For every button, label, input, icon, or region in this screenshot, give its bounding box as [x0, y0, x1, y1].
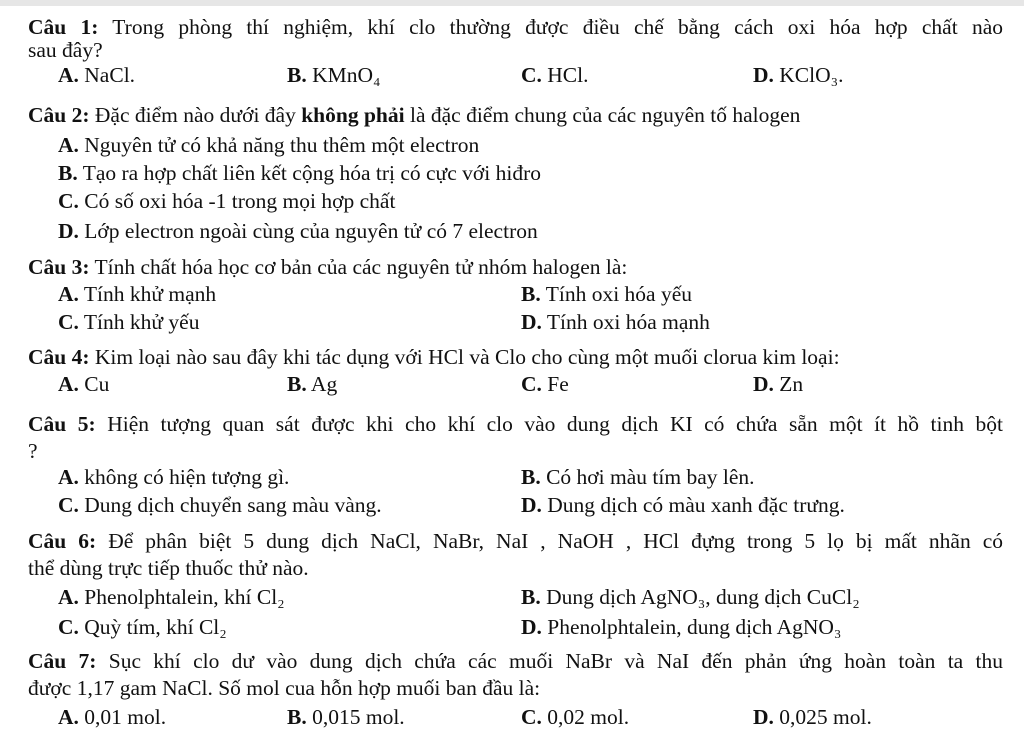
option-letter: A.	[58, 133, 79, 157]
question-text: Trong phòng thí nghiệm, khí clo thường được điều chế bằng cách oxi hóa hợp chất nào	[112, 15, 1003, 39]
question-label: Câu 2:	[28, 103, 90, 127]
option-letter: D.	[753, 705, 774, 729]
text: Tính khử yếu	[83, 310, 200, 334]
text: Dung dịch có màu xanh đặc trưng.	[547, 493, 845, 517]
question-label: Câu 1:	[28, 15, 99, 39]
text: Lớp electron ngoài cùng của nguyên tử có 7 electron	[84, 219, 538, 243]
text: Dung dịch chuyển sang màu vàng.	[84, 493, 382, 517]
text: HCl.	[547, 63, 589, 87]
option-b	[287, 371, 337, 397]
text: Để phân biệt 5 dung dịch NaCl, NaBr, NaI , NaOH , HCl đựng trong 5 lọ bị mất nhãn có	[108, 529, 1004, 553]
text: Fe	[547, 372, 569, 396]
option-d	[58, 218, 538, 244]
text: Nguyên tử có khả năng thu thêm một electron	[84, 133, 480, 157]
text: Tạo ra hợp chất liên kết cộng hóa trị có cực với hiđro	[82, 161, 541, 185]
option-d	[521, 614, 841, 640]
option-letter: C.	[521, 705, 542, 729]
option-letter: C.	[58, 310, 79, 334]
text: 0,01 mol.	[84, 705, 167, 729]
question-1-line-1	[28, 14, 1003, 40]
option-b	[521, 281, 692, 307]
option-c	[58, 614, 227, 640]
option-letter: A.	[58, 372, 79, 396]
option-letter: D.	[521, 493, 542, 517]
option-letter: D.	[58, 219, 79, 243]
question-7-line-1	[28, 648, 1003, 674]
option-a	[58, 584, 285, 610]
text: KClO₃.	[779, 63, 844, 87]
option-c	[521, 62, 589, 88]
option-d	[753, 371, 803, 397]
option-letter: A.	[58, 282, 79, 306]
option-c	[58, 188, 395, 214]
text: Cu	[84, 372, 110, 396]
text: Tính oxi hóa yếu	[545, 282, 693, 306]
option-letter: C.	[58, 189, 79, 213]
question-3	[28, 254, 627, 280]
question-label: Câu 6:	[28, 529, 97, 553]
question-5-line-1	[28, 411, 1003, 437]
question-5-line-2: ?	[28, 439, 38, 463]
option-letter: D.	[521, 615, 542, 639]
text: Tính khử mạnh	[83, 282, 217, 306]
option-letter: D.	[753, 372, 774, 396]
question-label: Câu 4:	[28, 345, 90, 369]
option-letter: D.	[521, 310, 542, 334]
option-b	[521, 584, 860, 610]
option-letter: A.	[58, 585, 79, 609]
option-b	[287, 62, 381, 88]
option-d	[753, 704, 872, 730]
question-4	[28, 344, 840, 370]
option-b	[287, 704, 405, 730]
option-letter: B.	[287, 63, 307, 87]
option-letter: D.	[753, 63, 774, 87]
option-c	[521, 704, 629, 730]
option-d	[521, 309, 710, 335]
text: Hiện tượng quan sát được khi cho khí clo vào dung dịch KI có chứa sẵn một ít hồ tinh bột	[107, 412, 1003, 436]
text: 0,02 mol.	[547, 705, 630, 729]
text: Dung dịch AgNO₃, dung dịch CuCl₂	[546, 585, 860, 609]
option-letter: B.	[58, 161, 78, 185]
question-2	[28, 102, 800, 128]
option-a	[58, 704, 166, 730]
option-letter: C.	[521, 372, 542, 396]
option-b	[521, 464, 755, 490]
text: không có hiện tượng gì.	[84, 465, 290, 489]
option-c	[58, 492, 382, 518]
text: Tính oxi hóa mạnh	[546, 310, 710, 334]
text: không phải	[301, 103, 405, 127]
text: Phenolphtalein, khí Cl₂	[84, 585, 285, 609]
option-letter: A.	[58, 705, 79, 729]
question-label: Câu 7:	[28, 649, 97, 673]
option-a	[58, 281, 216, 307]
question-6-line-2: thể dùng trực tiếp thuốc thử nào.	[28, 556, 309, 580]
option-letter: C.	[521, 63, 542, 87]
option-a	[58, 371, 109, 397]
question-label: Câu 3:	[28, 255, 90, 279]
page-top-edge	[0, 0, 1024, 6]
text: Kim loại nào sau đây khi tác dụng với HCl và Clo cho cùng một muối clorua kim loại:	[94, 345, 840, 369]
question-label: Câu 5:	[28, 412, 96, 436]
option-letter: B.	[287, 705, 307, 729]
option-a	[58, 62, 135, 88]
text: Quỳ tím, khí Cl₂	[84, 615, 227, 639]
option-letter: A.	[58, 63, 79, 87]
question-7-line-2: được 1,17 gam NaCl. Số mol cua hỗn hợp muối ban đầu là:	[28, 676, 541, 700]
option-c	[521, 371, 569, 397]
option-c	[58, 309, 199, 335]
option-letter: A.	[58, 465, 79, 489]
text: Có số oxi hóa -1 trong mọi hợp chất	[84, 189, 396, 213]
text: Đặc điểm nào dưới đây	[94, 103, 296, 127]
option-letter: B.	[521, 465, 541, 489]
text: là đặc điểm chung của các nguyên tố halogen	[409, 103, 801, 127]
text: Tính chất hóa học cơ bản của các nguyên tử nhóm halogen là:	[94, 255, 628, 279]
text: Phenolphtalein, dung dịch AgNO₃	[547, 615, 842, 639]
option-letter: B.	[521, 585, 541, 609]
option-b	[58, 160, 541, 186]
text: Zn	[779, 372, 804, 396]
text: 0,025 mol.	[779, 705, 872, 729]
option-letter: C.	[58, 493, 79, 517]
question-6-line-1	[28, 528, 1003, 554]
option-d	[521, 492, 845, 518]
text: Sục khí clo dư vào dung dịch chứa các muối NaBr và NaI đến phản ứng hoàn toàn ta thu	[108, 649, 1003, 673]
text: KMnO₄	[312, 63, 381, 87]
text: 0,015 mol.	[312, 705, 405, 729]
text: Có hơi màu tím bay lên.	[546, 465, 755, 489]
text: NaCl.	[84, 63, 136, 87]
option-letter: B.	[521, 282, 541, 306]
option-d	[753, 62, 844, 88]
text: Ag	[310, 372, 338, 396]
option-a	[58, 132, 479, 158]
option-letter: C.	[58, 615, 79, 639]
option-letter: B.	[287, 372, 307, 396]
question-1-line-2: sau đây?	[28, 38, 103, 62]
option-a	[58, 464, 289, 490]
